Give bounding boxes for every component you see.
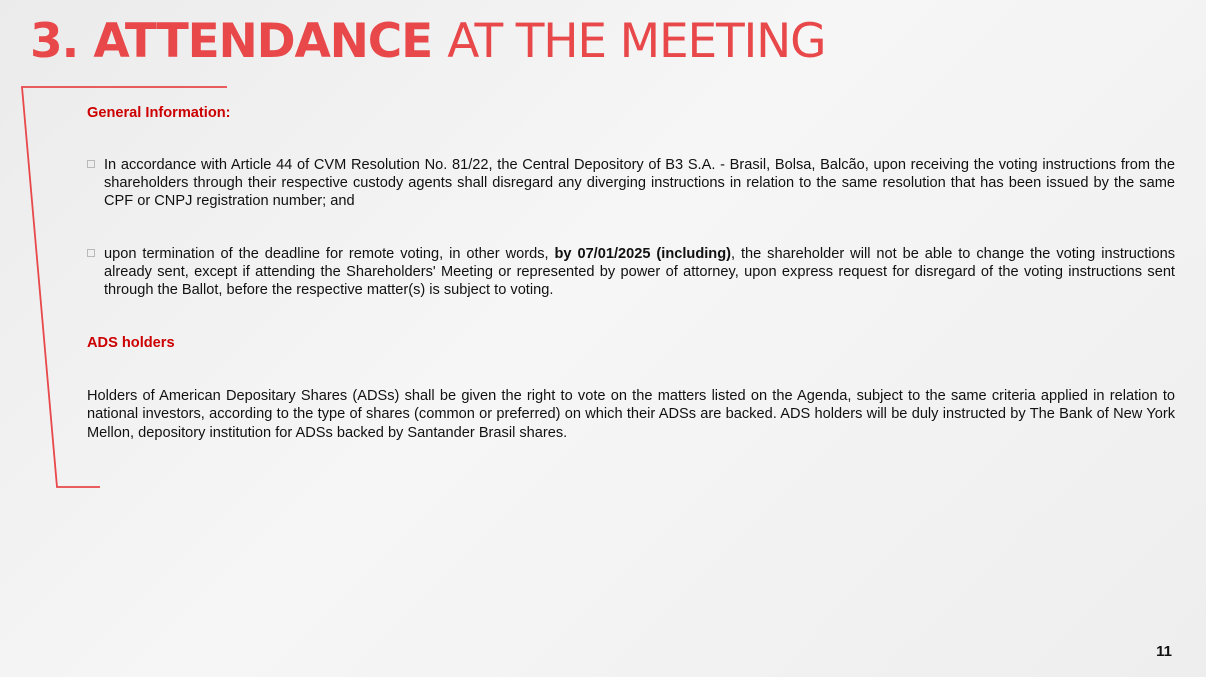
bullet-item-2-text-end: , the shareholder will not be able to change the voting instructions already sent, except if attending the Shareholders' Meeting or represented by power of attorney, upon express request for disregard of the voting instructions sent through the Ballot, before the respective matter(s) is subject to voting. bbox=[104, 245, 1176, 299]
voting-deadline: by 07/01/2025 (including) bbox=[554, 245, 731, 262]
slide-title-number: 3. ATTENDANCE bbox=[30, 14, 433, 69]
bullet-item-2 bbox=[87, 245, 1175, 300]
ads-holders-heading: ADS holders bbox=[87, 335, 175, 352]
square-bullet-icon bbox=[87, 160, 95, 168]
bullet-item-2-text-start: upon termination of the deadline for remote voting, in other words, bbox=[104, 245, 555, 262]
bullet-item-1-text: In accordance with Article 44 of CVM Resolution No. 81/22, the Central Depository of B3 S.A. - Brasil, Bolsa, Balcão, upon receiving the voting instructions from the shareholders through their respective custody agents shall disregard any diverging instructions in relation to the same resolution that has been issued by the same CPF or CNPJ registration number; and bbox=[104, 157, 1175, 210]
bullet-item-1 bbox=[87, 156, 1175, 211]
page-number: 11 bbox=[1156, 643, 1172, 660]
square-bullet-icon bbox=[87, 249, 95, 257]
slide-title-rest: AT THE MEETING bbox=[447, 14, 826, 69]
general-information-heading: General Information: bbox=[87, 105, 231, 121]
content-area bbox=[87, 104, 1175, 442]
ads-holders-paragraph: Holders of American Depositary Shares (ADSs) shall be given the right to vote on the matters listed on the Agenda, subject to the same criteria applied in relation to national investors, according to the type of shares (common or preferred) on which their ADSs are backed. ADS holders will be duly instructed by The Bank of New York Mellon, depository institution for ADSs backed by Santander Brasil shares. bbox=[87, 388, 1175, 441]
